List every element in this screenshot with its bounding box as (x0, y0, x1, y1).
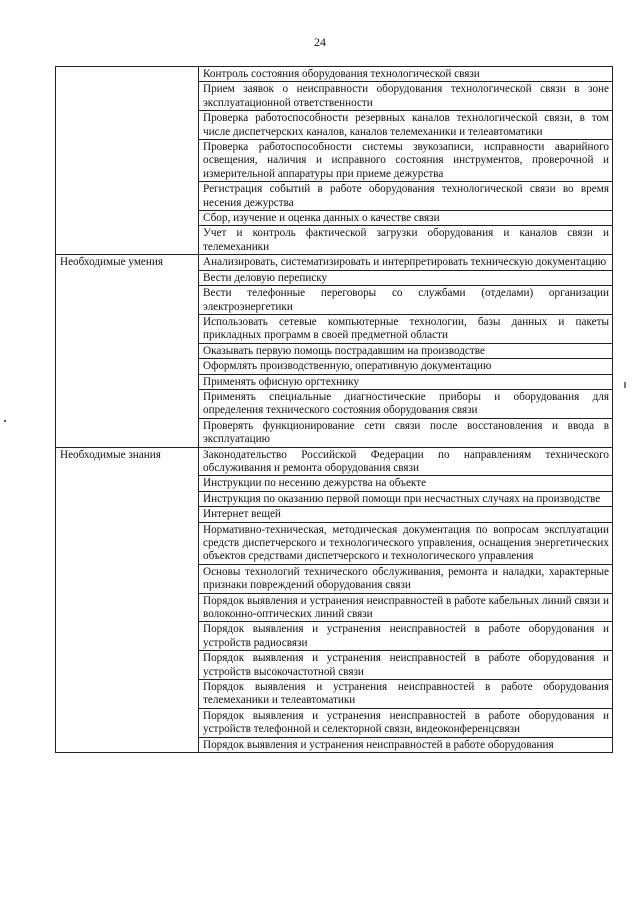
table-body (56, 67, 613, 753)
scan-artifact (624, 382, 626, 388)
table-cell-item: Учет и контроль фактической загрузки оборудования и каналов связи и телемеханики (199, 226, 613, 255)
section-label-skills: Необходимые умения (56, 255, 199, 447)
table-cell-item: Регистрация событий в работе оборудования технологической связи во время несения дежурства (199, 182, 613, 211)
table-cell-item: Сбор, изучение и оценка данных о качестве связи (199, 211, 613, 226)
table-cell-item: Оформлять производственную, оперативную документацию (199, 359, 613, 374)
table-cell-item: Использовать сетевые компьютерные технологии, базы данных и пакеты прикладных программ в своей предметной области (199, 314, 613, 343)
table-cell-item: Анализировать, систематизировать и интерпретировать техническую документацию (199, 255, 613, 270)
section-label-knowledge: Необходимые знания (56, 447, 199, 753)
table-cell-item: Проверка работоспособности резервных каналов технологической связи, в том числе диспетчерских каналов, каналов телемеханики и телеавтоматики (199, 111, 613, 140)
table-cell-item: Порядок выявления и устранения неисправностей в работе оборудования и устройств телефонной и селекторной связи, видеоконференцсвязи (199, 708, 613, 737)
table-cell-item: Порядок выявления и устранения неисправностей в работе оборудования и устройств высокочастотной связи (199, 651, 613, 680)
table-cell-item: Вести телефонные переговоры со службами (отделами) организации электроэнергетики (199, 286, 613, 315)
table-cell-item: Порядок выявления и устранения неисправностей в работе оборудования (199, 737, 613, 752)
table-row (56, 255, 613, 270)
table-cell-item: Проверка работоспособности системы звукозаписи, исправности аварийного освещения, наличия и исправного состояния инструментов, проверочной и измерительной аппаратуры при приеме дежурства (199, 140, 613, 182)
table-cell-item: Инструкции по несению дежурства на объекте (199, 476, 613, 491)
table-row (56, 447, 613, 476)
scan-artifact (4, 420, 6, 422)
table-cell-item: Применять специальные диагностические приборы и оборудования для определения технического состояния оборудования связи (199, 389, 613, 418)
section-label-continued-section (56, 67, 199, 255)
table-cell-item: Инструкция по оказанию первой помощи при несчастных случаях на производстве (199, 491, 613, 506)
table-cell-item: Прием заявок о неисправности оборудования технологической связи в зоне эксплуатационной ответственности (199, 82, 613, 111)
table-cell-item: Законодательство Российской Федерации по направлениям технического обслуживания и ремонта оборудования связи (199, 447, 613, 476)
table-cell-item: Порядок выявления и устранения неисправностей в работе кабельных линий связи и волоконно-оптических линий связи (199, 593, 613, 622)
table-cell-item: Нормативно-техническая, методическая документация по вопросам эксплуатации средств диспетчерского и технологического управления, оснащения энергетических объектов средствами диспетчерского и технологического управления (199, 522, 613, 564)
table-cell-item: Проверять функционирование сети связи после восстановления и ввода в эксплуатацию (199, 418, 613, 447)
table-cell-item: Вести деловую переписку (199, 270, 613, 285)
table-cell-item: Оказывать первую помощь пострадавшим на производстве (199, 343, 613, 358)
table-cell-item: Основы технологий технического обслуживания, ремонта и наладки, характерные признаки повреждений оборудования связи (199, 564, 613, 593)
table-cell-item: Порядок выявления и устранения неисправностей в работе оборудования телемеханики и телеавтоматики (199, 680, 613, 709)
table-row (56, 67, 613, 82)
page-number: 24 (314, 35, 326, 49)
competency-table (55, 66, 613, 753)
table-cell-item: Контроль состояния оборудования технологической связи (199, 67, 613, 82)
table-cell-item: Порядок выявления и устранения неисправностей в работе оборудования и устройств радиосвязи (199, 622, 613, 651)
table-cell-item: Применять офисную оргтехнику (199, 374, 613, 389)
table-cell-item: Интернет вещей (199, 507, 613, 522)
